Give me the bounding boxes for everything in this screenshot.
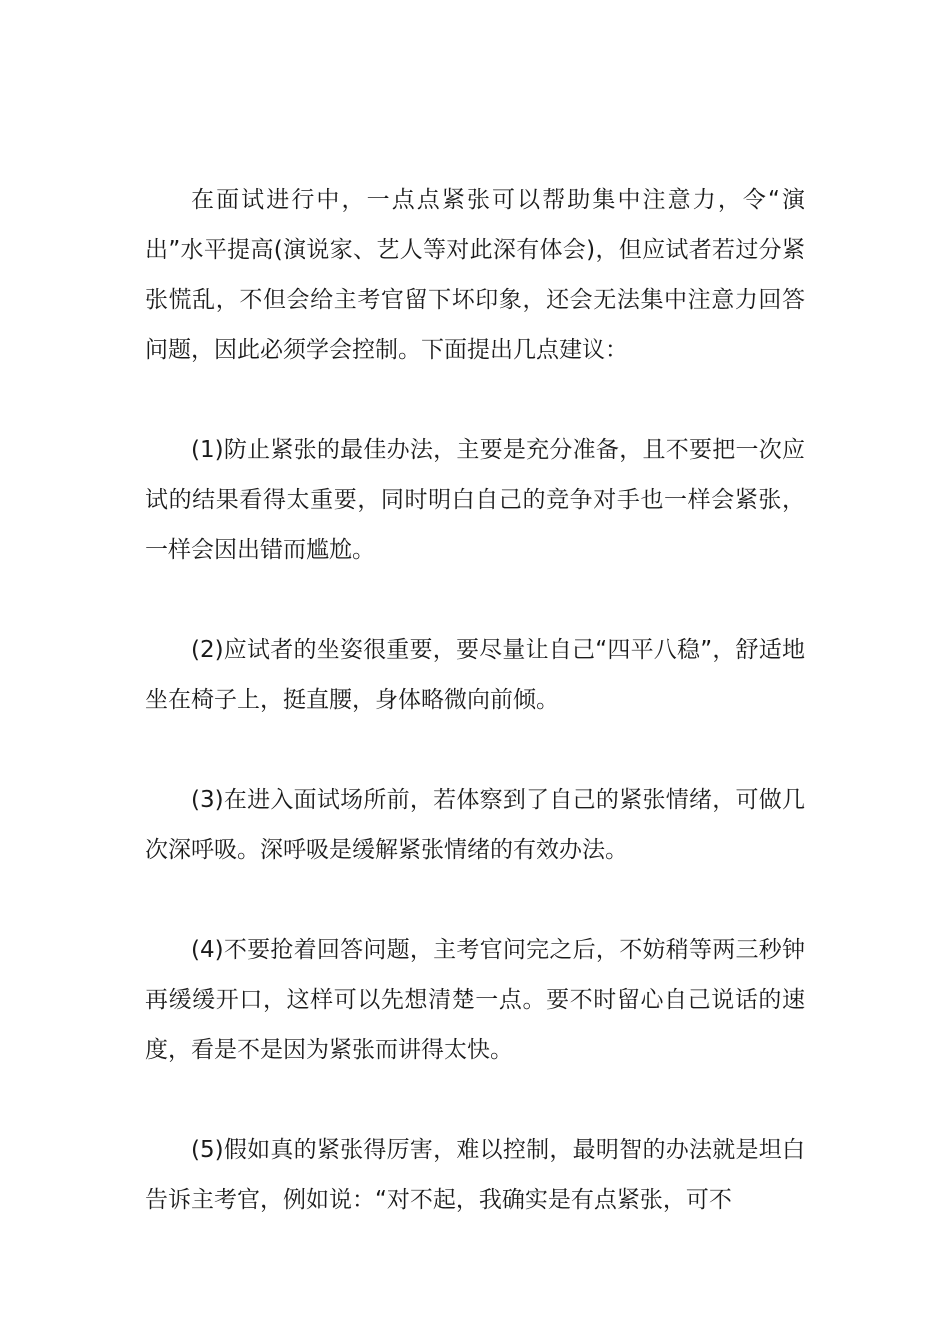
tip-2-paragraph: (2)应试者的坐姿很重要，要尽量让自己“四平八稳”，舒适地坐在椅子上，挺直腰，身体略微向前倾。: [145, 637, 805, 713]
intro-paragraph: 在面试进行中，一点点紧张可以帮助集中注意力，令“演出”水平提高(演说家、艺人等对此深有体会)，但应试者若过分紧张慌乱，不但会给主考官留下坏印象，还会无法集中注意力回答问题，因此必须学会控制。下面提出几点建议：: [145, 187, 805, 363]
tip-3-paragraph: (3)在进入面试场所前，若体察到了自己的紧张情绪，可做几次深呼吸。深呼吸是缓解紧张情绪的有效办法。: [145, 787, 805, 863]
tip-1-paragraph: (1)防止紧张的最佳办法，主要是充分准备，且不要把一次应试的结果看得太重要，同时明白自己的竞争对手也一样会紧张，一样会因出错而尴尬。: [145, 437, 805, 563]
document-body: [145, 175, 805, 1225]
tip-4-paragraph: (4)不要抢着回答问题，主考官问完之后，不妨稍等两三秒钟再缓缓开口，这样可以先想清楚一点。要不时留心自己说话的速度，看是不是因为紧张而讲得太快。: [145, 937, 805, 1063]
tip-5-paragraph: (5)假如真的紧张得厉害，难以控制，最明智的办法就是坦白告诉主考官，例如说：“对不起，我确实是有点紧张，可不: [145, 1137, 805, 1213]
